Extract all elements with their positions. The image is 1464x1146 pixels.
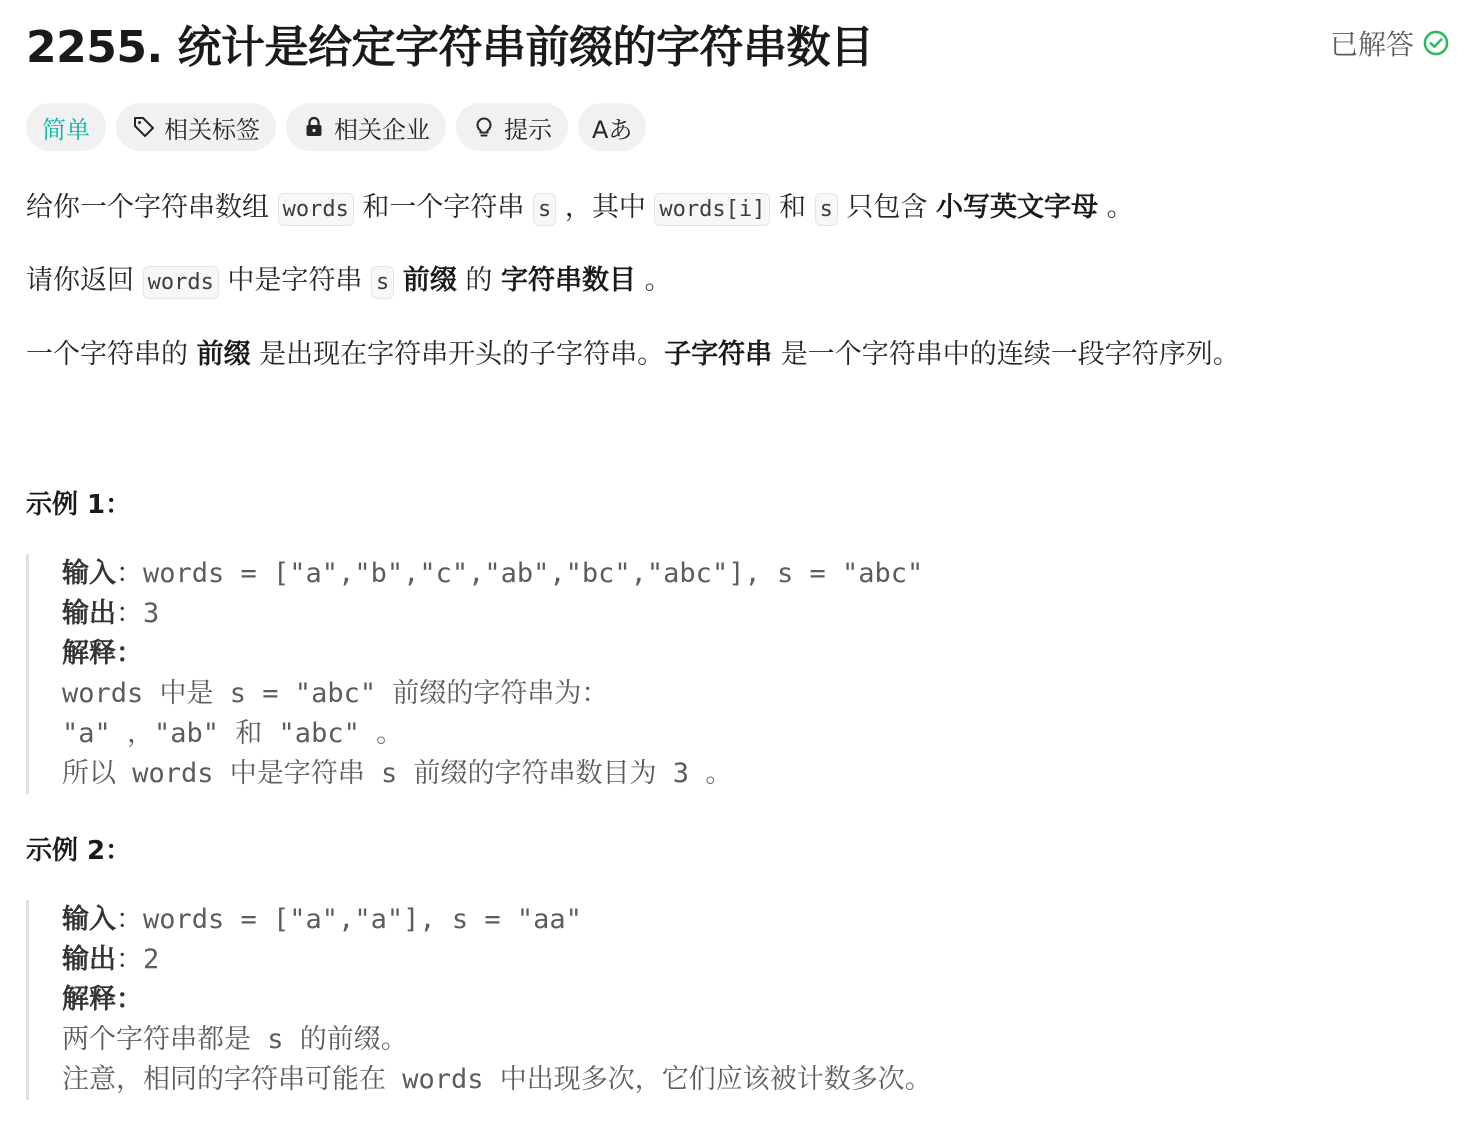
difficulty-label: 简单 — [42, 115, 90, 144]
bold-text: 小写英文字母 — [935, 192, 1098, 223]
example-explanation-line: 所以 words 中是字符串 s 前缀的字符串数目为 3 。 — [62, 758, 733, 789]
example-1-block — [26, 554, 923, 794]
companies-tag-label: 相关企业 — [334, 115, 430, 144]
example-explanation-line: words 中是 s = "abc" 前缀的字符串为： — [62, 678, 609, 709]
example-output: 输出：3 — [62, 598, 160, 629]
description-paragraph-3: 一个字符串的 前缀 是出现在字符串开头的子字符串。子字符串 是一个字符串中的连续一段字符序列。 — [26, 339, 1240, 370]
example-2-title: 示例 2： — [26, 836, 132, 866]
description-paragraph-2: 请你返回 words 中是字符串 s 前缀 的 字符串数目 。 — [26, 261, 672, 303]
tag-bar — [26, 102, 1438, 152]
solved-label: 已解答 — [1329, 28, 1414, 61]
bold-text: 字符串数目 — [501, 265, 637, 296]
lightbulb-icon — [472, 115, 496, 139]
inline-code: s — [533, 193, 556, 226]
example-explanation-line: 两个字符串都是 s 的前缀。 — [62, 1024, 408, 1055]
bold-text: 前缀 — [402, 265, 457, 296]
bold-text: 子字符串 — [664, 339, 773, 370]
inline-code: words — [143, 266, 219, 299]
topics-tag-button[interactable] — [116, 103, 276, 151]
example-explanation-label: 解释： — [62, 984, 143, 1015]
inline-code: s — [371, 266, 394, 299]
inline-code: words — [278, 193, 354, 226]
check-circle-icon — [1422, 29, 1450, 57]
solved-status — [1330, 23, 1450, 63]
example-1-title: 示例 1： — [26, 490, 132, 520]
example-output: 输出：2 — [62, 944, 160, 975]
hint-label: 提示 — [504, 115, 552, 144]
description-paragraph-1: 给你一个字符串数组 words 和一个字符串 s ，其中 words[i] 和 s 只包含 小写英文字母 。 — [26, 188, 1134, 230]
example-explanation-line: 注意，相同的字符串可能在 words 中出现多次，它们应该被计数多次。 — [62, 1064, 932, 1095]
tag-icon — [132, 115, 156, 139]
bold-text: 前缀 — [196, 339, 251, 370]
difficulty-badge — [26, 103, 106, 151]
lock-icon — [302, 115, 326, 139]
translate-button[interactable] — [578, 103, 646, 151]
companies-tag-button[interactable] — [286, 103, 446, 151]
example-input: 输入：words = ["a","b","c","ab","bc","abc"], s = "abc" — [62, 558, 924, 589]
topics-tag-label: 相关标签 — [164, 115, 260, 144]
example-input: 输入：words = ["a","a"], s = "aa" — [62, 904, 582, 935]
problem-title[interactable]: 2255. 统计是给定字符串前缀的字符串数目 — [26, 22, 874, 73]
hint-button[interactable] — [456, 103, 568, 151]
inline-code: s — [815, 193, 838, 226]
example-explanation-label: 解释： — [62, 638, 143, 669]
inline-code: words[i] — [654, 193, 770, 226]
example-2-block — [26, 900, 932, 1100]
example-explanation-line: "a" ，"ab" 和 "abc" 。 — [62, 718, 404, 749]
title-row — [26, 0, 1438, 86]
translate-icon: Aあ — [592, 115, 633, 144]
